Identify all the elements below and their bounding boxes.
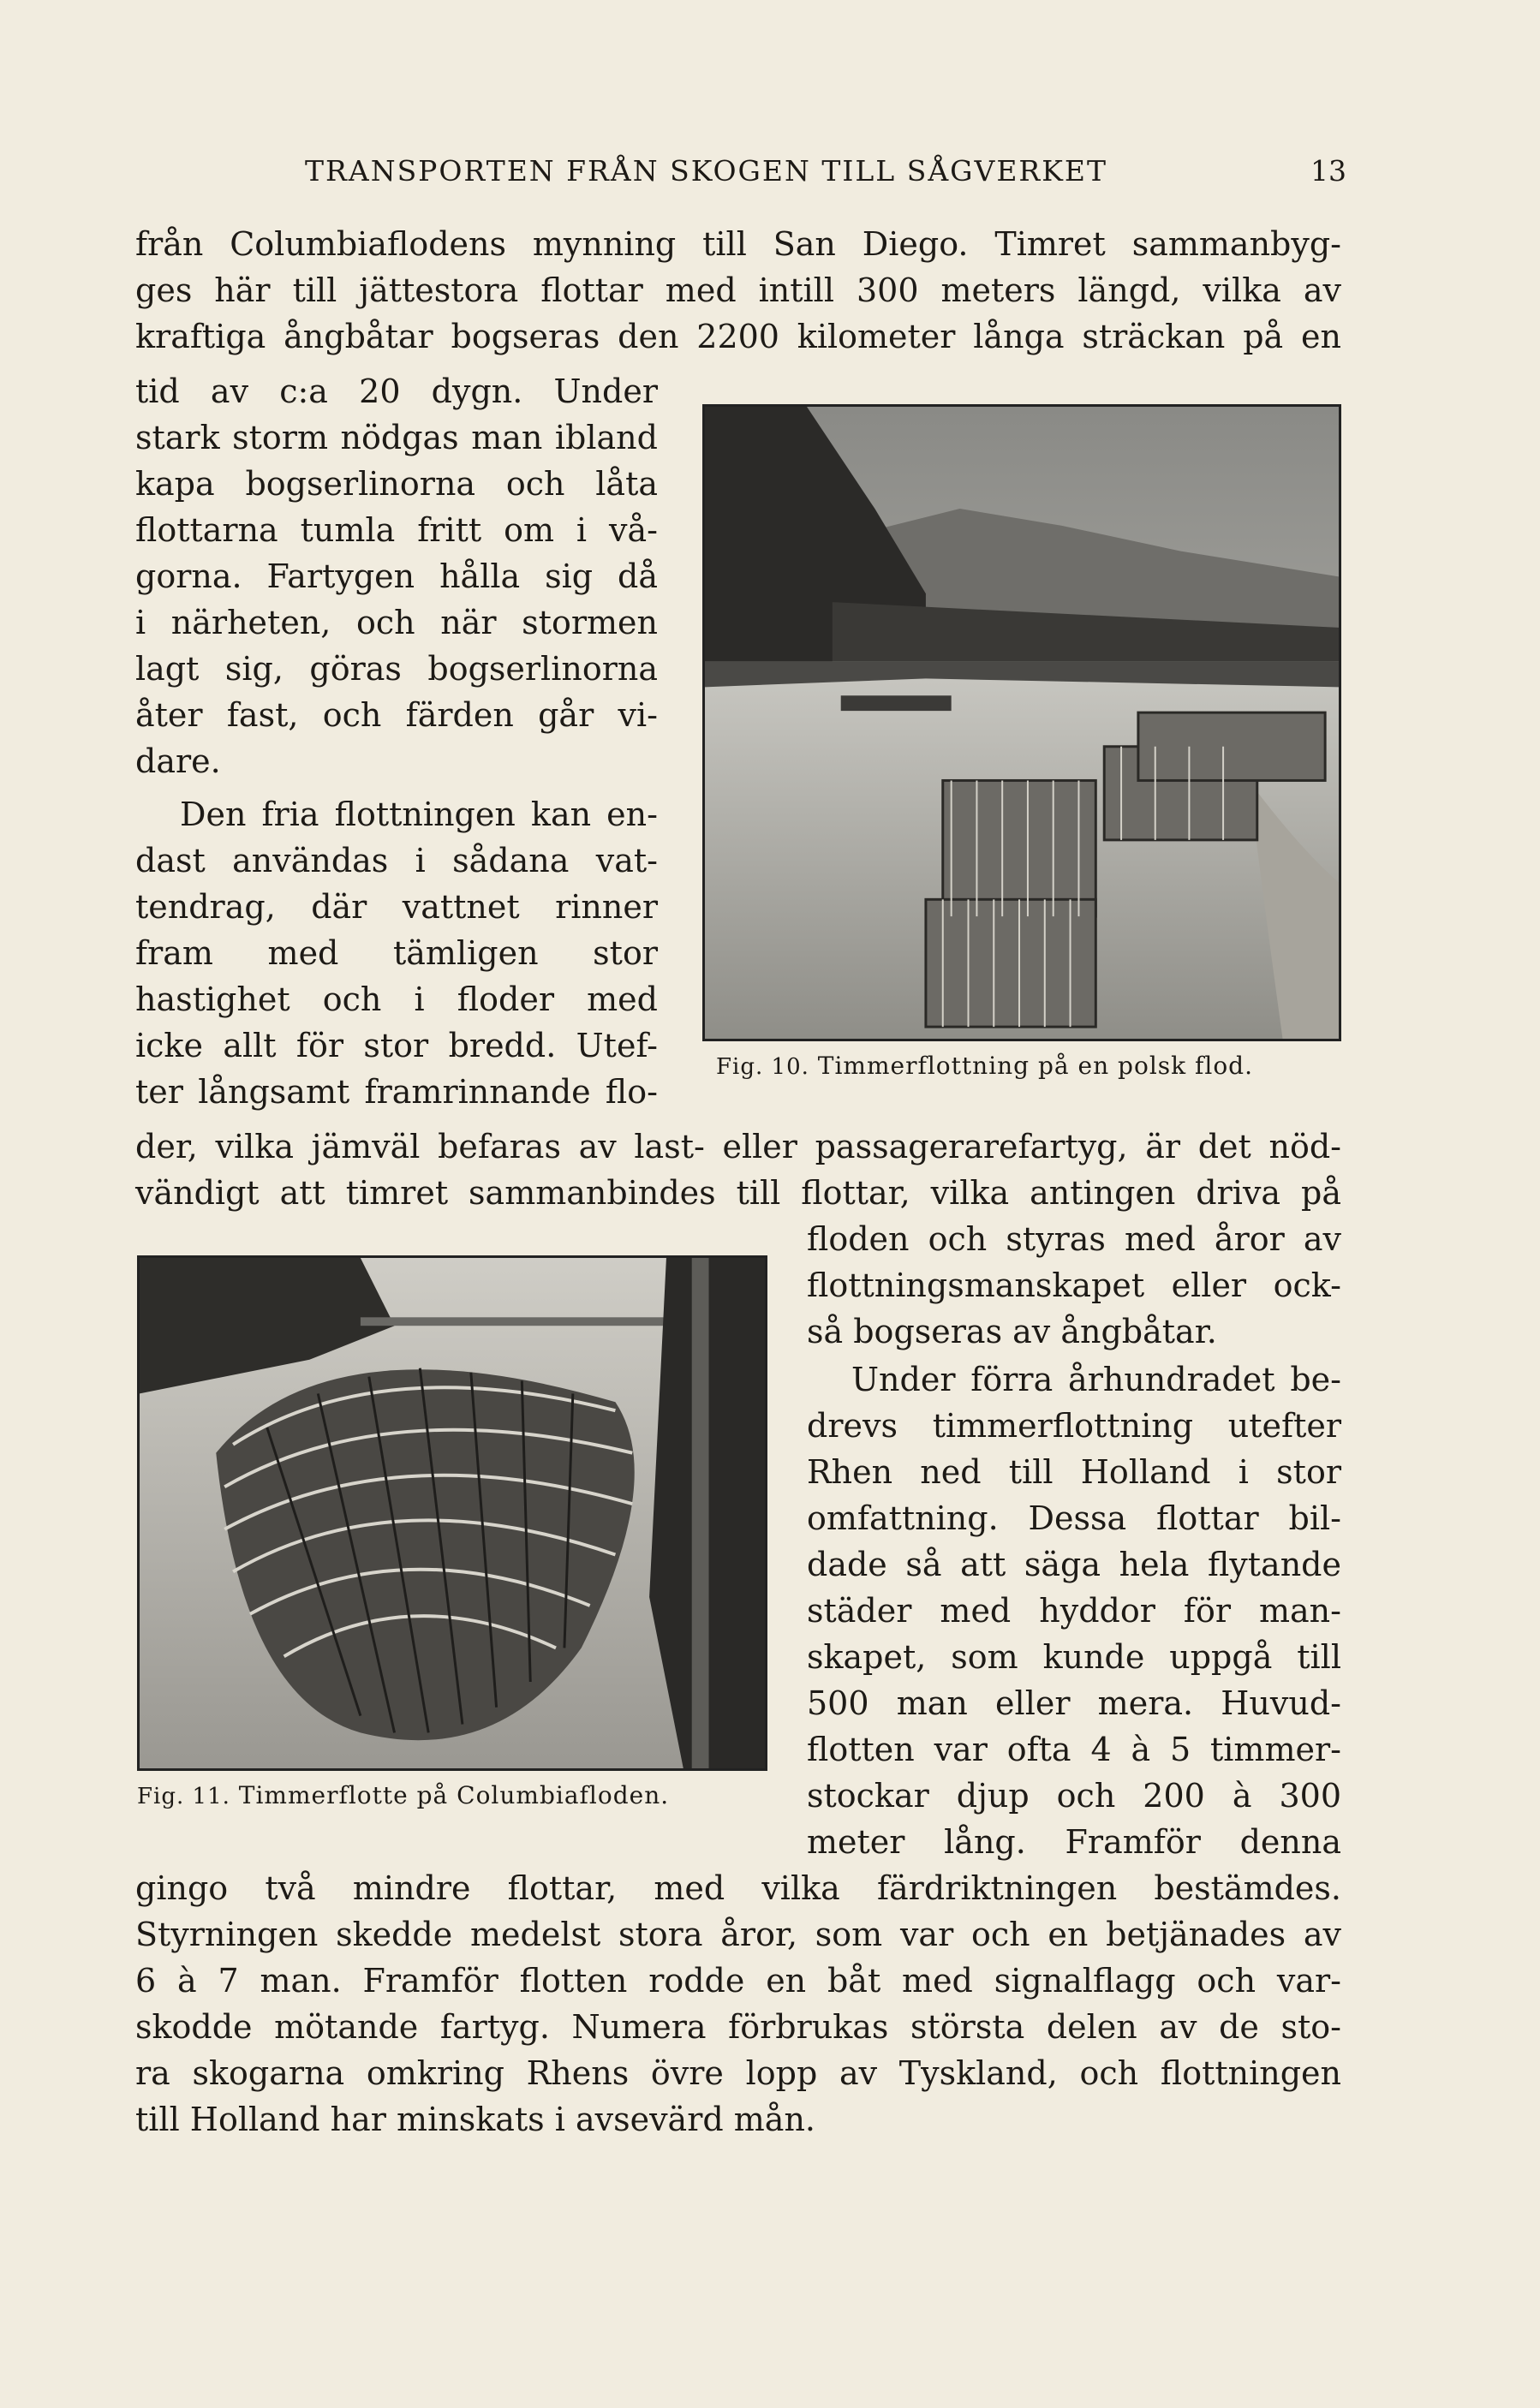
text-line: ges här till jättestora flottar med intill 300 meters längd, vilka av xyxy=(135,271,1341,309)
figure-10-photo xyxy=(702,404,1341,1041)
text-line: skapet, som kunde uppgå till xyxy=(807,1638,1341,1676)
text-line: drevs timmerflottning utefter xyxy=(807,1407,1341,1445)
text-line: gorna. Fartygen hålla sig då xyxy=(135,557,658,595)
text-line: i närheten, och när stormen xyxy=(135,604,658,641)
text-line: Styrningen skedde medelst stora åror, som var och en betjänades av xyxy=(135,1916,1341,1953)
figure-11-label: Fig. 11. xyxy=(137,1784,230,1809)
text-line: Den fria flottningen kan en- xyxy=(180,796,658,833)
text-line: dast användas i sådana vat- xyxy=(135,842,658,879)
text-line: åter fast, och färden går vi- xyxy=(135,696,658,734)
text-line: dare. xyxy=(135,742,221,780)
text-line: till Holland har minskats i avsevärd mån. xyxy=(135,2101,816,2138)
text-line: flottarna tumla fritt om i vå- xyxy=(135,511,658,549)
text-line: lagt sig, göras bogserlinorna xyxy=(135,650,658,688)
text-line: stockar djup och 200 à 300 xyxy=(807,1777,1341,1815)
running-header: TRANSPORTEN FRÅN SKOGEN TILL SÅGVERKET xyxy=(305,154,1108,188)
text-line: omfattning. Dessa flottar bil- xyxy=(807,1499,1341,1537)
figure-10-label: Fig. 10. xyxy=(716,1054,809,1080)
text-line: Under förra århundradet be- xyxy=(851,1361,1341,1398)
text-line: tendrag, där vattnet rinner xyxy=(135,888,658,926)
text-line: stark storm nödgas man ibland xyxy=(135,419,658,456)
text-line: skodde mötande fartyg. Numera förbrukas största delen av de sto- xyxy=(135,2008,1341,2046)
text-line: dade så att säga hela flytande xyxy=(807,1546,1341,1583)
text-line: städer med hyddor för man- xyxy=(807,1592,1341,1630)
figure-10-caption xyxy=(716,1052,1253,1080)
text-line: floden och styras med åror av xyxy=(807,1220,1341,1258)
text-line: 500 man eller mera. Huvud- xyxy=(807,1684,1341,1722)
text-line: Rhen ned till Holland i stor xyxy=(807,1453,1341,1491)
text-line: flotten var ofta 4 à 5 timmer- xyxy=(807,1731,1341,1768)
text-line: meter lång. Framför denna xyxy=(807,1823,1341,1861)
figure-10-text: Timmerflottning på en polsk flod. xyxy=(817,1052,1254,1080)
text-line: fram med tämligen stor xyxy=(135,934,658,972)
text-line: kapa bogserlinorna och låta xyxy=(135,465,658,503)
text-line: kraftiga ångbåtar bogseras den 2200 kilometer långa sträckan på en xyxy=(135,318,1341,355)
text-line: så bogseras av ångbåtar. xyxy=(807,1313,1217,1350)
text-line: ra skogarna omkring Rhens övre lopp av Tyskland, och flottningen xyxy=(135,2054,1341,2092)
text-line: tid av c:a 20 dygn. Under xyxy=(135,373,658,410)
text-line: hastighet och i floder med xyxy=(135,980,658,1018)
page-number: 13 xyxy=(1310,154,1346,188)
text-line: från Columbiaflodens mynning till San Diego. Timret sammanbyg- xyxy=(135,225,1341,263)
text-line: gingo två mindre flottar, med vilka färdriktningen bestämdes. xyxy=(135,1869,1341,1907)
figure-11-text: Timmerflotte på Columbiafloden. xyxy=(238,1781,670,1809)
text-line: 6 à 7 man. Framför flotten rodde en båt med signalflagg och var- xyxy=(135,1962,1341,2000)
text-line: ter långsamt framrinnande flo- xyxy=(135,1073,658,1111)
text-line: icke allt för stor bredd. Utef- xyxy=(135,1027,658,1064)
text-line: flottningsmanskapet eller ock- xyxy=(807,1267,1341,1304)
text-line: vändigt att timret sammanbindes till flottar, vilka antingen driva på xyxy=(135,1174,1341,1212)
text-line: der, vilka jämväl befaras av last- eller passagerarefartyg, är det nöd- xyxy=(135,1128,1341,1165)
figure-11-caption xyxy=(137,1781,669,1809)
figure-11-photo xyxy=(137,1255,767,1771)
